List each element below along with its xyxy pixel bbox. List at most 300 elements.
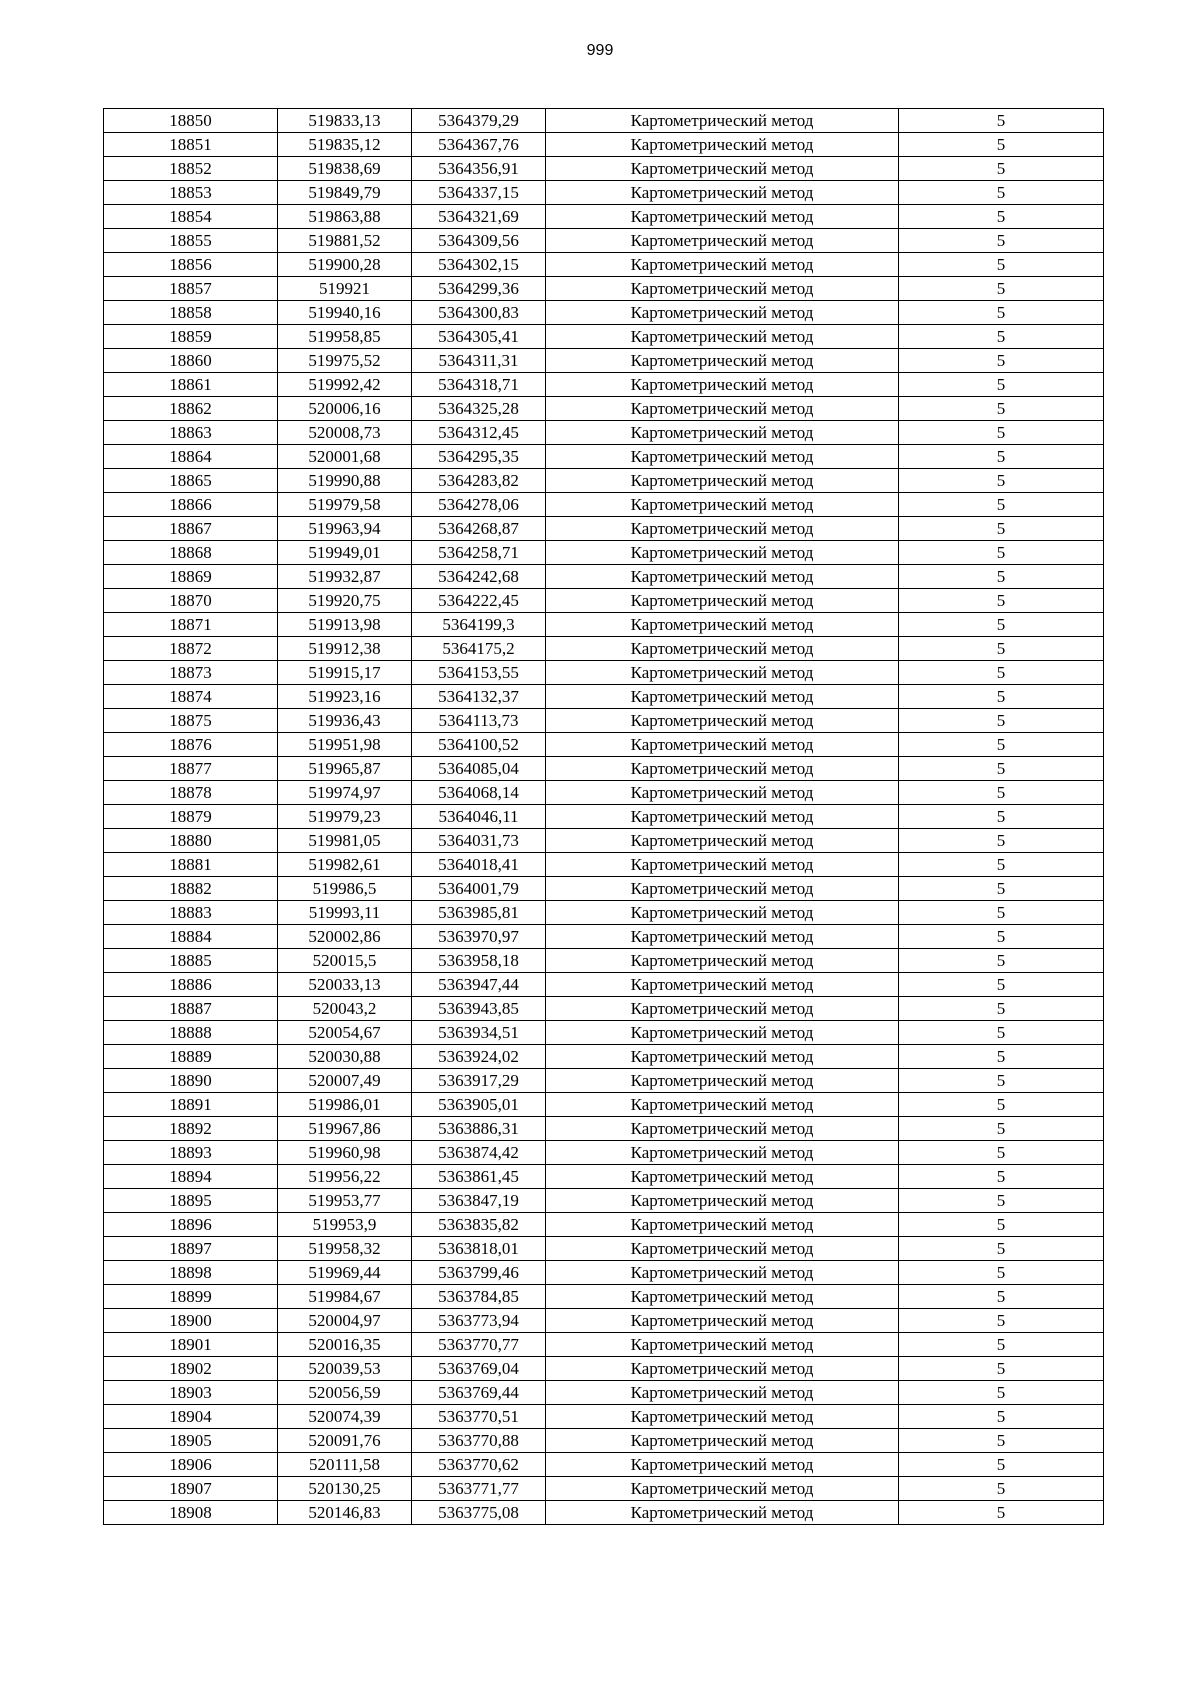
y-coordinate-cell: 5363886,31 <box>412 1117 546 1141</box>
x-coordinate-cell: 520056,59 <box>278 1381 412 1405</box>
precision-cell: 5 <box>899 1189 1104 1213</box>
method-cell: Картометрический метод <box>546 541 899 565</box>
y-coordinate-cell: 5364302,15 <box>412 253 546 277</box>
method-cell: Картометрический метод <box>546 1261 899 1285</box>
y-coordinate-cell: 5364278,06 <box>412 493 546 517</box>
table-row <box>104 397 1104 421</box>
method-cell: Картометрический метод <box>546 1285 899 1309</box>
table-row <box>104 1333 1104 1357</box>
method-cell: Картометрический метод <box>546 1357 899 1381</box>
table-row <box>104 1453 1104 1477</box>
method-cell: Картометрический метод <box>546 1477 899 1501</box>
point-number-cell: 18857 <box>104 277 278 301</box>
y-coordinate-cell: 5363958,18 <box>412 949 546 973</box>
x-coordinate-cell: 519915,17 <box>278 661 412 685</box>
precision-cell: 5 <box>899 1213 1104 1237</box>
x-coordinate-cell: 520016,35 <box>278 1333 412 1357</box>
method-cell: Картометрический метод <box>546 493 899 517</box>
precision-cell: 5 <box>899 493 1104 517</box>
x-coordinate-cell: 520054,67 <box>278 1021 412 1045</box>
x-coordinate-cell: 520030,88 <box>278 1045 412 1069</box>
x-coordinate-cell: 519835,12 <box>278 133 412 157</box>
y-coordinate-cell: 5363917,29 <box>412 1069 546 1093</box>
y-coordinate-cell: 5364018,41 <box>412 853 546 877</box>
method-cell: Картометрический метод <box>546 1213 899 1237</box>
y-coordinate-cell: 5364268,87 <box>412 517 546 541</box>
table-row <box>104 1189 1104 1213</box>
precision-cell: 5 <box>899 1093 1104 1117</box>
method-cell: Картометрический метод <box>546 1045 899 1069</box>
point-number-cell: 18861 <box>104 373 278 397</box>
point-number-cell: 18892 <box>104 1117 278 1141</box>
precision-cell: 5 <box>899 925 1104 949</box>
table-row <box>104 997 1104 1021</box>
y-coordinate-cell: 5364283,82 <box>412 469 546 493</box>
point-number-cell: 18877 <box>104 757 278 781</box>
table-row <box>104 733 1104 757</box>
y-coordinate-cell: 5363847,19 <box>412 1189 546 1213</box>
point-number-cell: 18885 <box>104 949 278 973</box>
precision-cell: 5 <box>899 1453 1104 1477</box>
table-row <box>104 373 1104 397</box>
x-coordinate-cell: 520043,2 <box>278 997 412 1021</box>
x-coordinate-cell: 519958,32 <box>278 1237 412 1261</box>
point-number-cell: 18908 <box>104 1501 278 1525</box>
page-number: 999 <box>586 42 614 59</box>
y-coordinate-cell: 5364242,68 <box>412 565 546 589</box>
y-coordinate-cell: 5364113,73 <box>412 709 546 733</box>
table-row <box>104 133 1104 157</box>
y-coordinate-cell: 5364309,56 <box>412 229 546 253</box>
point-number-cell: 18859 <box>104 325 278 349</box>
precision-cell: 5 <box>899 1045 1104 1069</box>
table-row <box>104 157 1104 181</box>
point-number-cell: 18904 <box>104 1405 278 1429</box>
point-number-cell: 18864 <box>104 445 278 469</box>
table-row <box>104 1069 1104 1093</box>
precision-cell: 5 <box>899 445 1104 469</box>
precision-cell: 5 <box>899 1021 1104 1045</box>
precision-cell: 5 <box>899 541 1104 565</box>
point-number-cell: 18893 <box>104 1141 278 1165</box>
point-number-cell: 18852 <box>104 157 278 181</box>
x-coordinate-cell: 519969,44 <box>278 1261 412 1285</box>
method-cell: Картометрический метод <box>546 1093 899 1117</box>
table-row <box>104 901 1104 925</box>
method-cell: Картометрический метод <box>546 925 899 949</box>
point-number-cell: 18902 <box>104 1357 278 1381</box>
y-coordinate-cell: 5364199,3 <box>412 613 546 637</box>
point-number-cell: 18881 <box>104 853 278 877</box>
precision-cell: 5 <box>899 325 1104 349</box>
precision-cell: 5 <box>899 181 1104 205</box>
y-coordinate-cell: 5364046,11 <box>412 805 546 829</box>
y-coordinate-cell: 5364305,41 <box>412 325 546 349</box>
point-number-cell: 18879 <box>104 805 278 829</box>
method-cell: Картометрический метод <box>546 1021 899 1045</box>
table-row <box>104 1117 1104 1141</box>
coordinates-table-body <box>104 109 1104 1525</box>
point-number-cell: 18869 <box>104 565 278 589</box>
table-row <box>104 973 1104 997</box>
table-row <box>104 1405 1104 1429</box>
x-coordinate-cell: 519838,69 <box>278 157 412 181</box>
precision-cell: 5 <box>899 613 1104 637</box>
y-coordinate-cell: 5364175,2 <box>412 637 546 661</box>
precision-cell: 5 <box>899 709 1104 733</box>
x-coordinate-cell: 519881,52 <box>278 229 412 253</box>
precision-cell: 5 <box>899 1405 1104 1429</box>
table-row <box>104 469 1104 493</box>
point-number-cell: 18888 <box>104 1021 278 1045</box>
point-number-cell: 18870 <box>104 589 278 613</box>
precision-cell: 5 <box>899 1429 1104 1453</box>
y-coordinate-cell: 5364300,83 <box>412 301 546 325</box>
method-cell: Картометрический метод <box>546 781 899 805</box>
point-number-cell: 18858 <box>104 301 278 325</box>
y-coordinate-cell: 5363769,04 <box>412 1357 546 1381</box>
x-coordinate-cell: 519992,42 <box>278 373 412 397</box>
y-coordinate-cell: 5363943,85 <box>412 997 546 1021</box>
table-row <box>104 1093 1104 1117</box>
method-cell: Картометрический метод <box>546 1405 899 1429</box>
point-number-cell: 18903 <box>104 1381 278 1405</box>
point-number-cell: 18874 <box>104 685 278 709</box>
y-coordinate-cell: 5364312,45 <box>412 421 546 445</box>
precision-cell: 5 <box>899 901 1104 925</box>
precision-cell: 5 <box>899 565 1104 589</box>
precision-cell: 5 <box>899 1237 1104 1261</box>
method-cell: Картометрический метод <box>546 301 899 325</box>
precision-cell: 5 <box>899 1285 1104 1309</box>
point-number-cell: 18890 <box>104 1069 278 1093</box>
method-cell: Картометрический метод <box>546 253 899 277</box>
point-number-cell: 18907 <box>104 1477 278 1501</box>
y-coordinate-cell: 5363769,44 <box>412 1381 546 1405</box>
x-coordinate-cell: 520001,68 <box>278 445 412 469</box>
point-number-cell: 18850 <box>104 109 278 133</box>
method-cell: Картометрический метод <box>546 397 899 421</box>
table-row <box>104 1477 1104 1501</box>
y-coordinate-cell: 5364325,28 <box>412 397 546 421</box>
table-row <box>104 1045 1104 1069</box>
x-coordinate-cell: 519990,88 <box>278 469 412 493</box>
method-cell: Картометрический метод <box>546 1501 899 1525</box>
table-row <box>104 1381 1104 1405</box>
y-coordinate-cell: 5364031,73 <box>412 829 546 853</box>
y-coordinate-cell: 5363771,77 <box>412 1477 546 1501</box>
method-cell: Картометрический метод <box>546 421 899 445</box>
table-row <box>104 301 1104 325</box>
precision-cell: 5 <box>899 973 1104 997</box>
point-number-cell: 18853 <box>104 181 278 205</box>
point-number-cell: 18872 <box>104 637 278 661</box>
table-row <box>104 685 1104 709</box>
y-coordinate-cell: 5363773,94 <box>412 1309 546 1333</box>
method-cell: Картометрический метод <box>546 373 899 397</box>
x-coordinate-cell: 519900,28 <box>278 253 412 277</box>
precision-cell: 5 <box>899 157 1104 181</box>
precision-cell: 5 <box>899 637 1104 661</box>
precision-cell: 5 <box>899 517 1104 541</box>
x-coordinate-cell: 519833,13 <box>278 109 412 133</box>
point-number-cell: 18906 <box>104 1453 278 1477</box>
y-coordinate-cell: 5363874,42 <box>412 1141 546 1165</box>
method-cell: Картометрический метод <box>546 997 899 1021</box>
precision-cell: 5 <box>899 373 1104 397</box>
table-row <box>104 325 1104 349</box>
method-cell: Картометрический метод <box>546 1309 899 1333</box>
table-row <box>104 493 1104 517</box>
method-cell: Картометрический метод <box>546 1117 899 1141</box>
method-cell: Картометрический метод <box>546 1381 899 1405</box>
point-number-cell: 18860 <box>104 349 278 373</box>
method-cell: Картометрический метод <box>546 949 899 973</box>
table-row <box>104 877 1104 901</box>
y-coordinate-cell: 5364100,52 <box>412 733 546 757</box>
table-row <box>104 541 1104 565</box>
table-row <box>104 349 1104 373</box>
table-row <box>104 1021 1104 1045</box>
precision-cell: 5 <box>899 733 1104 757</box>
point-number-cell: 18880 <box>104 829 278 853</box>
method-cell: Картометрический метод <box>546 589 899 613</box>
precision-cell: 5 <box>899 1165 1104 1189</box>
y-coordinate-cell: 5364299,36 <box>412 277 546 301</box>
x-coordinate-cell: 520006,16 <box>278 397 412 421</box>
table-row <box>104 925 1104 949</box>
point-number-cell: 18884 <box>104 925 278 949</box>
point-number-cell: 18856 <box>104 253 278 277</box>
y-coordinate-cell: 5364153,55 <box>412 661 546 685</box>
point-number-cell: 18876 <box>104 733 278 757</box>
y-coordinate-cell: 5364068,14 <box>412 781 546 805</box>
precision-cell: 5 <box>899 397 1104 421</box>
table-row <box>104 757 1104 781</box>
precision-cell: 5 <box>899 205 1104 229</box>
method-cell: Картометрический метод <box>546 1333 899 1357</box>
y-coordinate-cell: 5363784,85 <box>412 1285 546 1309</box>
point-number-cell: 18897 <box>104 1237 278 1261</box>
precision-cell: 5 <box>899 277 1104 301</box>
table-row <box>104 1309 1104 1333</box>
precision-cell: 5 <box>899 109 1104 133</box>
precision-cell: 5 <box>899 661 1104 685</box>
precision-cell: 5 <box>899 469 1104 493</box>
method-cell: Картометрический метод <box>546 1453 899 1477</box>
x-coordinate-cell: 519986,5 <box>278 877 412 901</box>
point-number-cell: 18862 <box>104 397 278 421</box>
table-row <box>104 1261 1104 1285</box>
point-number-cell: 18873 <box>104 661 278 685</box>
y-coordinate-cell: 5363924,02 <box>412 1045 546 1069</box>
x-coordinate-cell: 519975,52 <box>278 349 412 373</box>
x-coordinate-cell: 519986,01 <box>278 1093 412 1117</box>
x-coordinate-cell: 519863,88 <box>278 205 412 229</box>
point-number-cell: 18863 <box>104 421 278 445</box>
point-number-cell: 18854 <box>104 205 278 229</box>
x-coordinate-cell: 519849,79 <box>278 181 412 205</box>
point-number-cell: 18889 <box>104 1045 278 1069</box>
point-number-cell: 18868 <box>104 541 278 565</box>
precision-cell: 5 <box>899 781 1104 805</box>
table-row <box>104 781 1104 805</box>
method-cell: Картометрический метод <box>546 325 899 349</box>
y-coordinate-cell: 5364337,15 <box>412 181 546 205</box>
method-cell: Картометрический метод <box>546 637 899 661</box>
table-row <box>104 637 1104 661</box>
point-number-cell: 18901 <box>104 1333 278 1357</box>
table-row <box>104 1285 1104 1309</box>
precision-cell: 5 <box>899 829 1104 853</box>
table-row <box>104 253 1104 277</box>
x-coordinate-cell: 519920,75 <box>278 589 412 613</box>
x-coordinate-cell: 520002,86 <box>278 925 412 949</box>
method-cell: Картометрический метод <box>546 157 899 181</box>
table-row <box>104 661 1104 685</box>
precision-cell: 5 <box>899 949 1104 973</box>
precision-cell: 5 <box>899 1069 1104 1093</box>
point-number-cell: 18851 <box>104 133 278 157</box>
precision-cell: 5 <box>899 421 1104 445</box>
table-row <box>104 1165 1104 1189</box>
method-cell: Картометрический метод <box>546 613 899 637</box>
point-number-cell: 18866 <box>104 493 278 517</box>
precision-cell: 5 <box>899 997 1104 1021</box>
y-coordinate-cell: 5363947,44 <box>412 973 546 997</box>
point-number-cell: 18894 <box>104 1165 278 1189</box>
method-cell: Картометрический метод <box>546 181 899 205</box>
precision-cell: 5 <box>899 589 1104 613</box>
x-coordinate-cell: 519993,11 <box>278 901 412 925</box>
point-number-cell: 18895 <box>104 1189 278 1213</box>
x-coordinate-cell: 520007,49 <box>278 1069 412 1093</box>
x-coordinate-cell: 519936,43 <box>278 709 412 733</box>
table-row <box>104 805 1104 829</box>
y-coordinate-cell: 5364311,31 <box>412 349 546 373</box>
x-coordinate-cell: 520033,13 <box>278 973 412 997</box>
y-coordinate-cell: 5364132,37 <box>412 685 546 709</box>
x-coordinate-cell: 519965,87 <box>278 757 412 781</box>
method-cell: Картометрический метод <box>546 709 899 733</box>
x-coordinate-cell: 519949,01 <box>278 541 412 565</box>
x-coordinate-cell: 519953,77 <box>278 1189 412 1213</box>
table-row <box>104 829 1104 853</box>
y-coordinate-cell: 5363970,97 <box>412 925 546 949</box>
x-coordinate-cell: 519982,61 <box>278 853 412 877</box>
point-number-cell: 18882 <box>104 877 278 901</box>
x-coordinate-cell: 519912,38 <box>278 637 412 661</box>
x-coordinate-cell: 520111,58 <box>278 1453 412 1477</box>
y-coordinate-cell: 5363770,62 <box>412 1453 546 1477</box>
point-number-cell: 18896 <box>104 1213 278 1237</box>
point-number-cell: 18891 <box>104 1093 278 1117</box>
x-coordinate-cell: 520146,83 <box>278 1501 412 1525</box>
x-coordinate-cell: 519974,97 <box>278 781 412 805</box>
method-cell: Картометрический метод <box>546 685 899 709</box>
method-cell: Картометрический метод <box>546 109 899 133</box>
table-row <box>104 1237 1104 1261</box>
x-coordinate-cell: 519979,58 <box>278 493 412 517</box>
point-number-cell: 18875 <box>104 709 278 733</box>
method-cell: Картометрический метод <box>546 1069 899 1093</box>
x-coordinate-cell: 520091,76 <box>278 1429 412 1453</box>
y-coordinate-cell: 5364379,29 <box>412 109 546 133</box>
precision-cell: 5 <box>899 1117 1104 1141</box>
precision-cell: 5 <box>899 1333 1104 1357</box>
method-cell: Картометрический метод <box>546 349 899 373</box>
y-coordinate-cell: 5363818,01 <box>412 1237 546 1261</box>
method-cell: Картометрический метод <box>546 661 899 685</box>
precision-cell: 5 <box>899 1381 1104 1405</box>
y-coordinate-cell: 5364258,71 <box>412 541 546 565</box>
method-cell: Картометрический метод <box>546 517 899 541</box>
y-coordinate-cell: 5364356,91 <box>412 157 546 181</box>
x-coordinate-cell: 519953,9 <box>278 1213 412 1237</box>
point-number-cell: 18871 <box>104 613 278 637</box>
method-cell: Картометрический метод <box>546 133 899 157</box>
precision-cell: 5 <box>899 1309 1104 1333</box>
table-row <box>104 853 1104 877</box>
table-row <box>104 517 1104 541</box>
point-number-cell: 18878 <box>104 781 278 805</box>
method-cell: Картометрический метод <box>546 829 899 853</box>
precision-cell: 5 <box>899 685 1104 709</box>
x-coordinate-cell: 520015,5 <box>278 949 412 973</box>
y-coordinate-cell: 5363770,88 <box>412 1429 546 1453</box>
y-coordinate-cell: 5364321,69 <box>412 205 546 229</box>
method-cell: Картометрический метод <box>546 205 899 229</box>
precision-cell: 5 <box>899 1261 1104 1285</box>
method-cell: Картометрический метод <box>546 901 899 925</box>
precision-cell: 5 <box>899 1501 1104 1525</box>
method-cell: Картометрический метод <box>546 1429 899 1453</box>
table-row <box>104 949 1104 973</box>
precision-cell: 5 <box>899 853 1104 877</box>
method-cell: Картометрический метод <box>546 445 899 469</box>
point-number-cell: 18898 <box>104 1261 278 1285</box>
x-coordinate-cell: 520130,25 <box>278 1477 412 1501</box>
y-coordinate-cell: 5363835,82 <box>412 1213 546 1237</box>
method-cell: Картометрический метод <box>546 565 899 589</box>
x-coordinate-cell: 519984,67 <box>278 1285 412 1309</box>
method-cell: Картометрический метод <box>546 973 899 997</box>
y-coordinate-cell: 5364367,76 <box>412 133 546 157</box>
precision-cell: 5 <box>899 1141 1104 1165</box>
precision-cell: 5 <box>899 805 1104 829</box>
point-number-cell: 18855 <box>104 229 278 253</box>
method-cell: Картометрический метод <box>546 877 899 901</box>
x-coordinate-cell: 520008,73 <box>278 421 412 445</box>
table-row <box>104 1141 1104 1165</box>
table-row <box>104 565 1104 589</box>
table-row <box>104 181 1104 205</box>
table-row <box>104 1357 1104 1381</box>
point-number-cell: 18867 <box>104 517 278 541</box>
precision-cell: 5 <box>899 229 1104 253</box>
point-number-cell: 18886 <box>104 973 278 997</box>
y-coordinate-cell: 5363770,51 <box>412 1405 546 1429</box>
precision-cell: 5 <box>899 1357 1104 1381</box>
table-row <box>104 1213 1104 1237</box>
table-row <box>104 1429 1104 1453</box>
y-coordinate-cell: 5364295,35 <box>412 445 546 469</box>
y-coordinate-cell: 5364001,79 <box>412 877 546 901</box>
y-coordinate-cell: 5363861,45 <box>412 1165 546 1189</box>
method-cell: Картометрический метод <box>546 469 899 493</box>
method-cell: Картометрический метод <box>546 1165 899 1189</box>
x-coordinate-cell: 519958,85 <box>278 325 412 349</box>
